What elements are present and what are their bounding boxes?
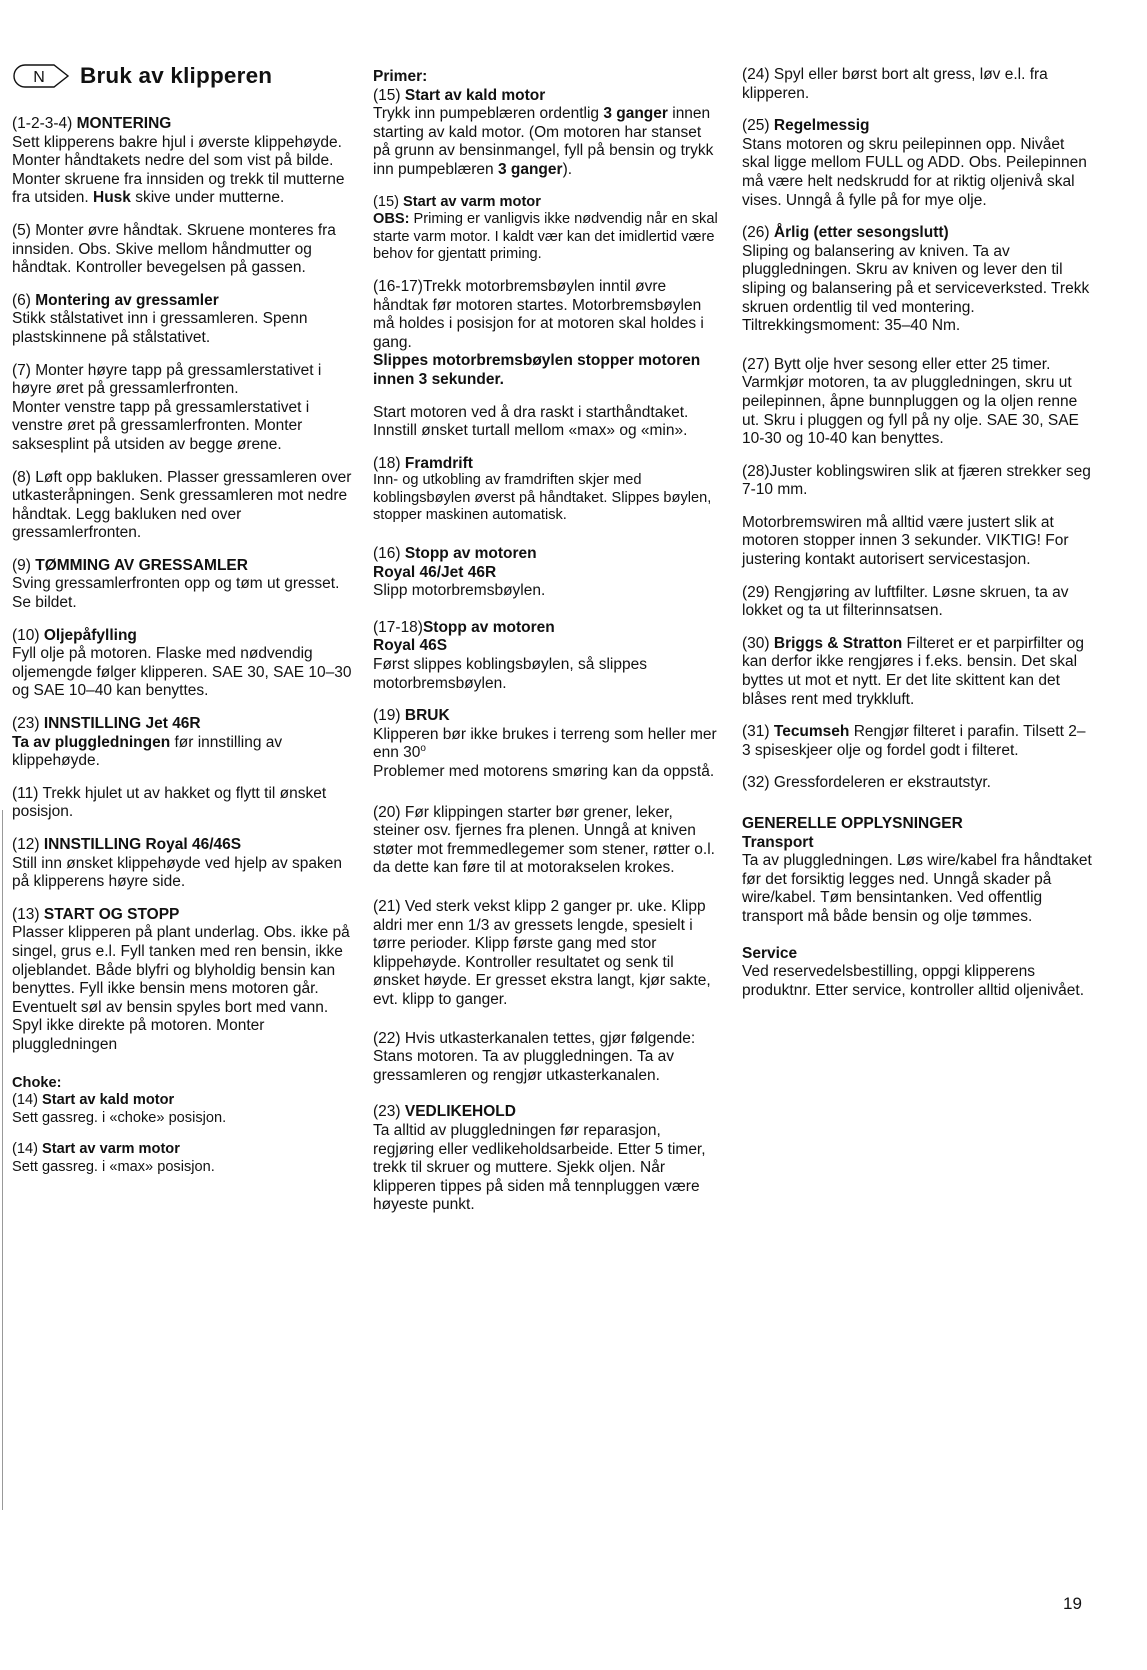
paragraph-11 [12,785,357,822]
warning-text: Slippes motorbremsbøylen stopper motoren innen 3 sekunder. [373,352,701,388]
section-heading: MONTERING [76,115,172,132]
section-innstilling-jet [12,715,357,771]
section-body: Filteret er et parpirfilter og kan derfor ikke rengjøres i f.eks. bensin. Det skal byttes ut mot et nytt. Er det lite skittent kan det blåses rent med trykkluft. [742,634,1084,708]
section-body: Still inn ønsket klippehøyde ved hjelp av spaken på klipperens høyre side. [12,854,342,891]
section-framdrift [373,455,718,525]
step-number: (15) [373,193,404,210]
paragraph-text: Motorbremswiren må alltid være justert slik at motoren stopper innen 3 sekunder. VIKTIG! For justering kontakt autorisert servicestasjon. [742,513,1069,569]
paragraph-29 [742,584,1092,621]
section-choke-warm [12,1141,357,1176]
step-number: (17-18) [373,618,423,636]
section-heading: Primer: [373,68,428,85]
section-body: Fyll olje på motoren. Flaske med nødvendig oljemengde følger klipperen. SAE 30, SAE 10–30 og SAE 10–40 kan benyttes. [12,645,352,700]
paragraph-text: (29) Rengjøring av luftfilter. Løsne skruen, ta av lokket og ta ut filterinnsatsen. [742,583,1069,620]
section-choke [12,1075,357,1128]
section-heading: Briggs & Stratton [773,634,903,652]
section-body: ). [562,160,573,178]
paragraph-7 [12,362,357,455]
paragraph-text: (28)Juster koblingswiren slik at fjæren strekker seg 7-10 mm. [742,462,1091,499]
section-oljepafylling [12,627,357,701]
section-body: Stikk stålstativet inn i gressamleren. Spenn plastskinnene på stålstativet. [12,310,308,346]
section-heading: Royal 46S [373,637,448,655]
step-number: (25) [742,117,774,135]
section-heading: Stopp av motoren [422,618,555,636]
paragraph-text: (20) Før klippingen starter bør grener, leker, steiner osv. fjernes fra plenen. Unngå at kniven støter mot fremmedlegemer som stener, røtter o.l. da dette kan føre til at motorakselen krokes. [373,803,715,877]
section-body: skive under mutterne. [130,189,285,207]
section-heading: VEDLIKEHOLD [404,1103,516,1121]
step-number: (13) [12,905,44,923]
paragraph-24 [742,66,1092,103]
section-heading: Årlig (etter sesongslutt) [773,224,949,242]
paragraph-text: (16-17)Trekk motorbremsbøylen inntil øvre håndtak før motoren startes. Motorbremsbøylen må holdes i posisjon for at motoren skal holdes i gang. [373,277,704,351]
section-body: Rengjør filteret i parafin. Tilsett 2–3 spiseskjeer olje og fordel godt i filteret. [742,723,1086,759]
section-heading: Stopp av motoren [404,545,537,563]
step-number: (31) [742,723,774,741]
section-start-og-stopp [12,906,357,1055]
section-arlig [742,224,1092,336]
section-body: Sett gassreg. i «choke» posisjon. [12,1109,227,1126]
paragraph-22 [373,1030,718,1086]
paragraph-20 [373,804,718,878]
section-tecumseh [742,723,1092,760]
subsection-heading: Service [742,944,798,962]
section-montering [12,115,357,208]
step-number: (6) [12,291,36,309]
section-bruk [373,707,718,781]
paragraph-text: (7) Monter høyre tapp på gressamlerstativet i høyre øret på gressamlerfronten. [12,361,322,398]
section-heading: Choke: [12,1074,62,1091]
section-body: Inn- og utkobling av framdriften skjer med koblingsbøylen øverst på håndtaket. Slippes bøylen, stopper maskinen automatisk. [373,472,712,524]
subsection-heading: Start av kald motor [404,86,546,104]
subsection-heading: Transport [742,833,814,851]
section-heading: START OG STOPP [43,905,180,923]
step-number: (9) [12,556,36,574]
section-heading: Montering av gressamler [35,291,219,309]
section-service [742,945,1092,1001]
subsection-heading: Start av varm motor [403,193,541,210]
paragraph-text: (22) Hvis utkasterkanalen tettes, gjør følgende: Stans motoren. Ta av pluggledningen. Ta av gressamleren og rengjør utkasterkanalen. [373,1029,696,1084]
language-badge-icon [12,63,70,89]
paragraph-text: (8) Løft opp bakluken. Plasser gressamleren over utkasteråpningen. Senk gressamleren mot nedre håndtak. Legg bakluken ned over gressamlerfronten. [12,468,352,542]
section-body: Plasser klipperen på plant underlag. Obs. ikke på singel, grus e.l. Fyll tanken med ren bensin, ikke oljeblandet. Både blyfri og blyholdig bensin kan benyttes. Fyll ikke bensin mens motoren går. Eventuelt søl av bensin spyles bort med vann. Spyl ikke direkte på motoren. Monter pluggledningen [12,924,350,1053]
section-vedlikehold [373,1103,718,1215]
section-body: Klipperen bør ikke brukes i terreng som heller mer enn 30 [373,725,717,762]
page-number: 19 [1063,1594,1082,1613]
section-body: Først slippes koblingsbøylen, så slippes motorbremsbøylen. [373,656,647,692]
step-number: (19) [373,707,405,725]
section-start-varm [373,194,718,264]
section-motorbrems [373,278,718,390]
paragraph-32 [742,774,1092,793]
paragraph-8 [12,469,357,543]
paragraph-text: Start motoren ved å dra raskt i starthåndtaket. Innstill ønsket turtall mellom «max» og «min». [373,403,689,440]
section-regelmessig [742,117,1092,210]
step-number: (14) [12,1141,43,1158]
step-number: (15) [373,86,405,104]
section-body: før innstilling av klippehøyde. [12,733,283,770]
paragraph-text: (32) Gressfordeleren er ekstrautstyr. [742,774,991,792]
section-heading: Royal 46/Jet 46R [373,563,497,581]
section-heading: Oljepåfylling [43,626,137,644]
paragraph-motorbremswire [742,514,1092,570]
step-number: (30) [742,634,774,652]
paragraph-5 [12,222,357,278]
subsection-heading: Start av kald motor [42,1092,175,1109]
section-stopp-royal46s [373,619,718,693]
section-body: Problemer med motorens smøring kan da oppstå. [373,763,715,780]
subsection-heading: Start av varm motor [42,1141,180,1158]
step-number: (14) [12,1092,43,1109]
section-body: Priming er vanligvis ikke nødvendig når en skal starte varm motor. I kaldt vær kan det imidlertid være behov for gjentatt priming. [373,211,718,263]
section-heading: Regelmessig [773,117,870,135]
section-body: Sliping og balansering av kniven. Ta av pluggledningen. Skru av kniven og lever den til sliping og balansering på et serviceverksted. Trekk skruen ordentlig til ved montering. Tiltrekkingsmoment: 35–40 Nm. [742,242,1090,335]
section-body: Slipp motorbremsbøylen. [373,582,546,600]
section-body: Ta alltid av pluggledningen før reparasjon, regjøring eller vedlikeholdsarbeide. Etter 5 timer, trekk til skruer og muttere. Sjekk oljen. Når klipperen tippes på siden må tennpluggen være høyeste punkt. [373,1121,706,1214]
section-heading: TØMMING AV GRESSAMLER [35,556,248,574]
column-2 [373,68,718,1229]
step-number: (1-2-3-4) [12,115,77,132]
section-heading: INNSTILLING Royal 46/46S [43,836,242,853]
language-code: N [33,69,45,86]
section-stopp-royal46 [373,545,718,601]
step-number: (18) [373,454,405,472]
section-heading: INNSTILLING Jet 46R [43,715,201,733]
section-montering-gressamler [12,292,357,348]
paragraph-text: Monter venstre tapp på gressamlerstativet i venstre øret på gressamlerfronten. Monter saksesplint på utsiden av begge ørene. [12,398,310,453]
section-body: Ved reservedelsbestilling, oppgi klipperens produktnr. Etter service, kontroller alltid oljenivået. [742,963,1085,999]
section-body: Sett gassreg. i «max» posisjon. [12,1158,215,1175]
paragraph-text: (11) Trekk hjulet ut av hakket og flytt til ønsket posisjon. [12,784,327,821]
page-title: Bruk av klipperen [80,62,273,88]
section-body: Sett klipperens bakre hjul i øverste klippehøyde. Monter håndtakets nedre del som vist på bilde. Monter skruene fra innsiden og trekk til mutterne fra utsiden. [12,133,345,207]
step-number: (10) [12,626,44,644]
step-number: (12) [12,836,44,853]
section-innstilling-royal [12,836,357,892]
paragraph-text: (21) Ved sterk vekst klipp 2 ganger pr. uke. Klipp aldri mer enn 1/3 av gressets lengde, spesielt i tørre perioder. Klipp første gang med stor klippehøyde. Kontroller resultatet og senk til ønsket høyde. Er gresset ekstra langt, kjør sakte, evt. klipp to ganger. [373,897,711,1008]
section-body: Ta av pluggledningen. Løs wire/kabel fra håndtaket før det forsiktig legges ned. Unngå skader på wire/kabel. Tøm bensintanken. Ved offentlig transport må både bensin og olje tømmes. [742,852,1092,925]
step-number: (26) [742,224,774,242]
emphasis: 3 ganger [603,105,668,123]
emphasis: Husk [93,189,131,207]
paragraph-28 [742,463,1092,500]
section-header [12,63,357,89]
margin-line [2,810,3,1510]
degree-superscript: o [420,743,426,755]
paragraph-27 [742,356,1092,449]
emphasis: OBS: [373,211,410,228]
column-3 [742,66,1092,1014]
step-number: (16) [373,545,405,563]
section-body: Trykk inn pumpeblæren ordentlig [373,105,604,123]
section-briggs [742,635,1092,709]
column-1 [12,62,357,1191]
section-generelle [742,815,1092,927]
section-primer [373,68,718,180]
step-number: (23) [373,1103,405,1121]
paragraph-text: (27) Bytt olje hver sesong eller etter 25 timer. Varmkjør motoren, ta av pluggledningen, skru ut peilepinnen, åpne bunnpluggen og la oljen renne ut. Skru i pluggen og fyll på ny olje. SAE 30, SAE 10-30 og 10-40 kan benyttes. [742,355,1079,448]
section-heading: Framdrift [404,454,473,472]
paragraph-text: (24) Spyl eller børst bort alt gress, løv e.l. fra klipperen. [742,66,1048,102]
section-tomming [12,557,357,613]
paragraph-start [373,404,718,441]
paragraph-text: (5) Monter øvre håndtak. Skruene monteres fra innsiden. Obs. Skive mellom håndmutter og håndtak. Kontroller bevegelsen på gassen. [12,221,336,277]
emphasis: Ta av pluggledningen [12,733,171,751]
section-body: Stans motoren og skru peilepinnen opp. Nivået skal ligge mellom FULL og ADD. Obs. Peilepinnen må være helt nedskrudd for at riktig oljenivå skal vises. Unngå å fylle på for mye olje. [742,135,1087,209]
section-body: Sving gressamlerfronten opp og tøm ut gresset. Se bildet. [12,575,340,612]
section-heading: GENERELLE OPPLYSNINGER [742,815,963,832]
step-number: (23) [12,715,44,733]
section-heading: BRUK [404,707,450,725]
paragraph-21 [373,898,718,1010]
section-body: innen starting av kald motor. (Om motoren har stanset på grunn av bensinmangel, fyll på bensin og trykk inn pumpeblæren [373,105,714,178]
emphasis: 3 ganger [497,160,563,178]
section-heading: Tecumseh [773,723,850,741]
